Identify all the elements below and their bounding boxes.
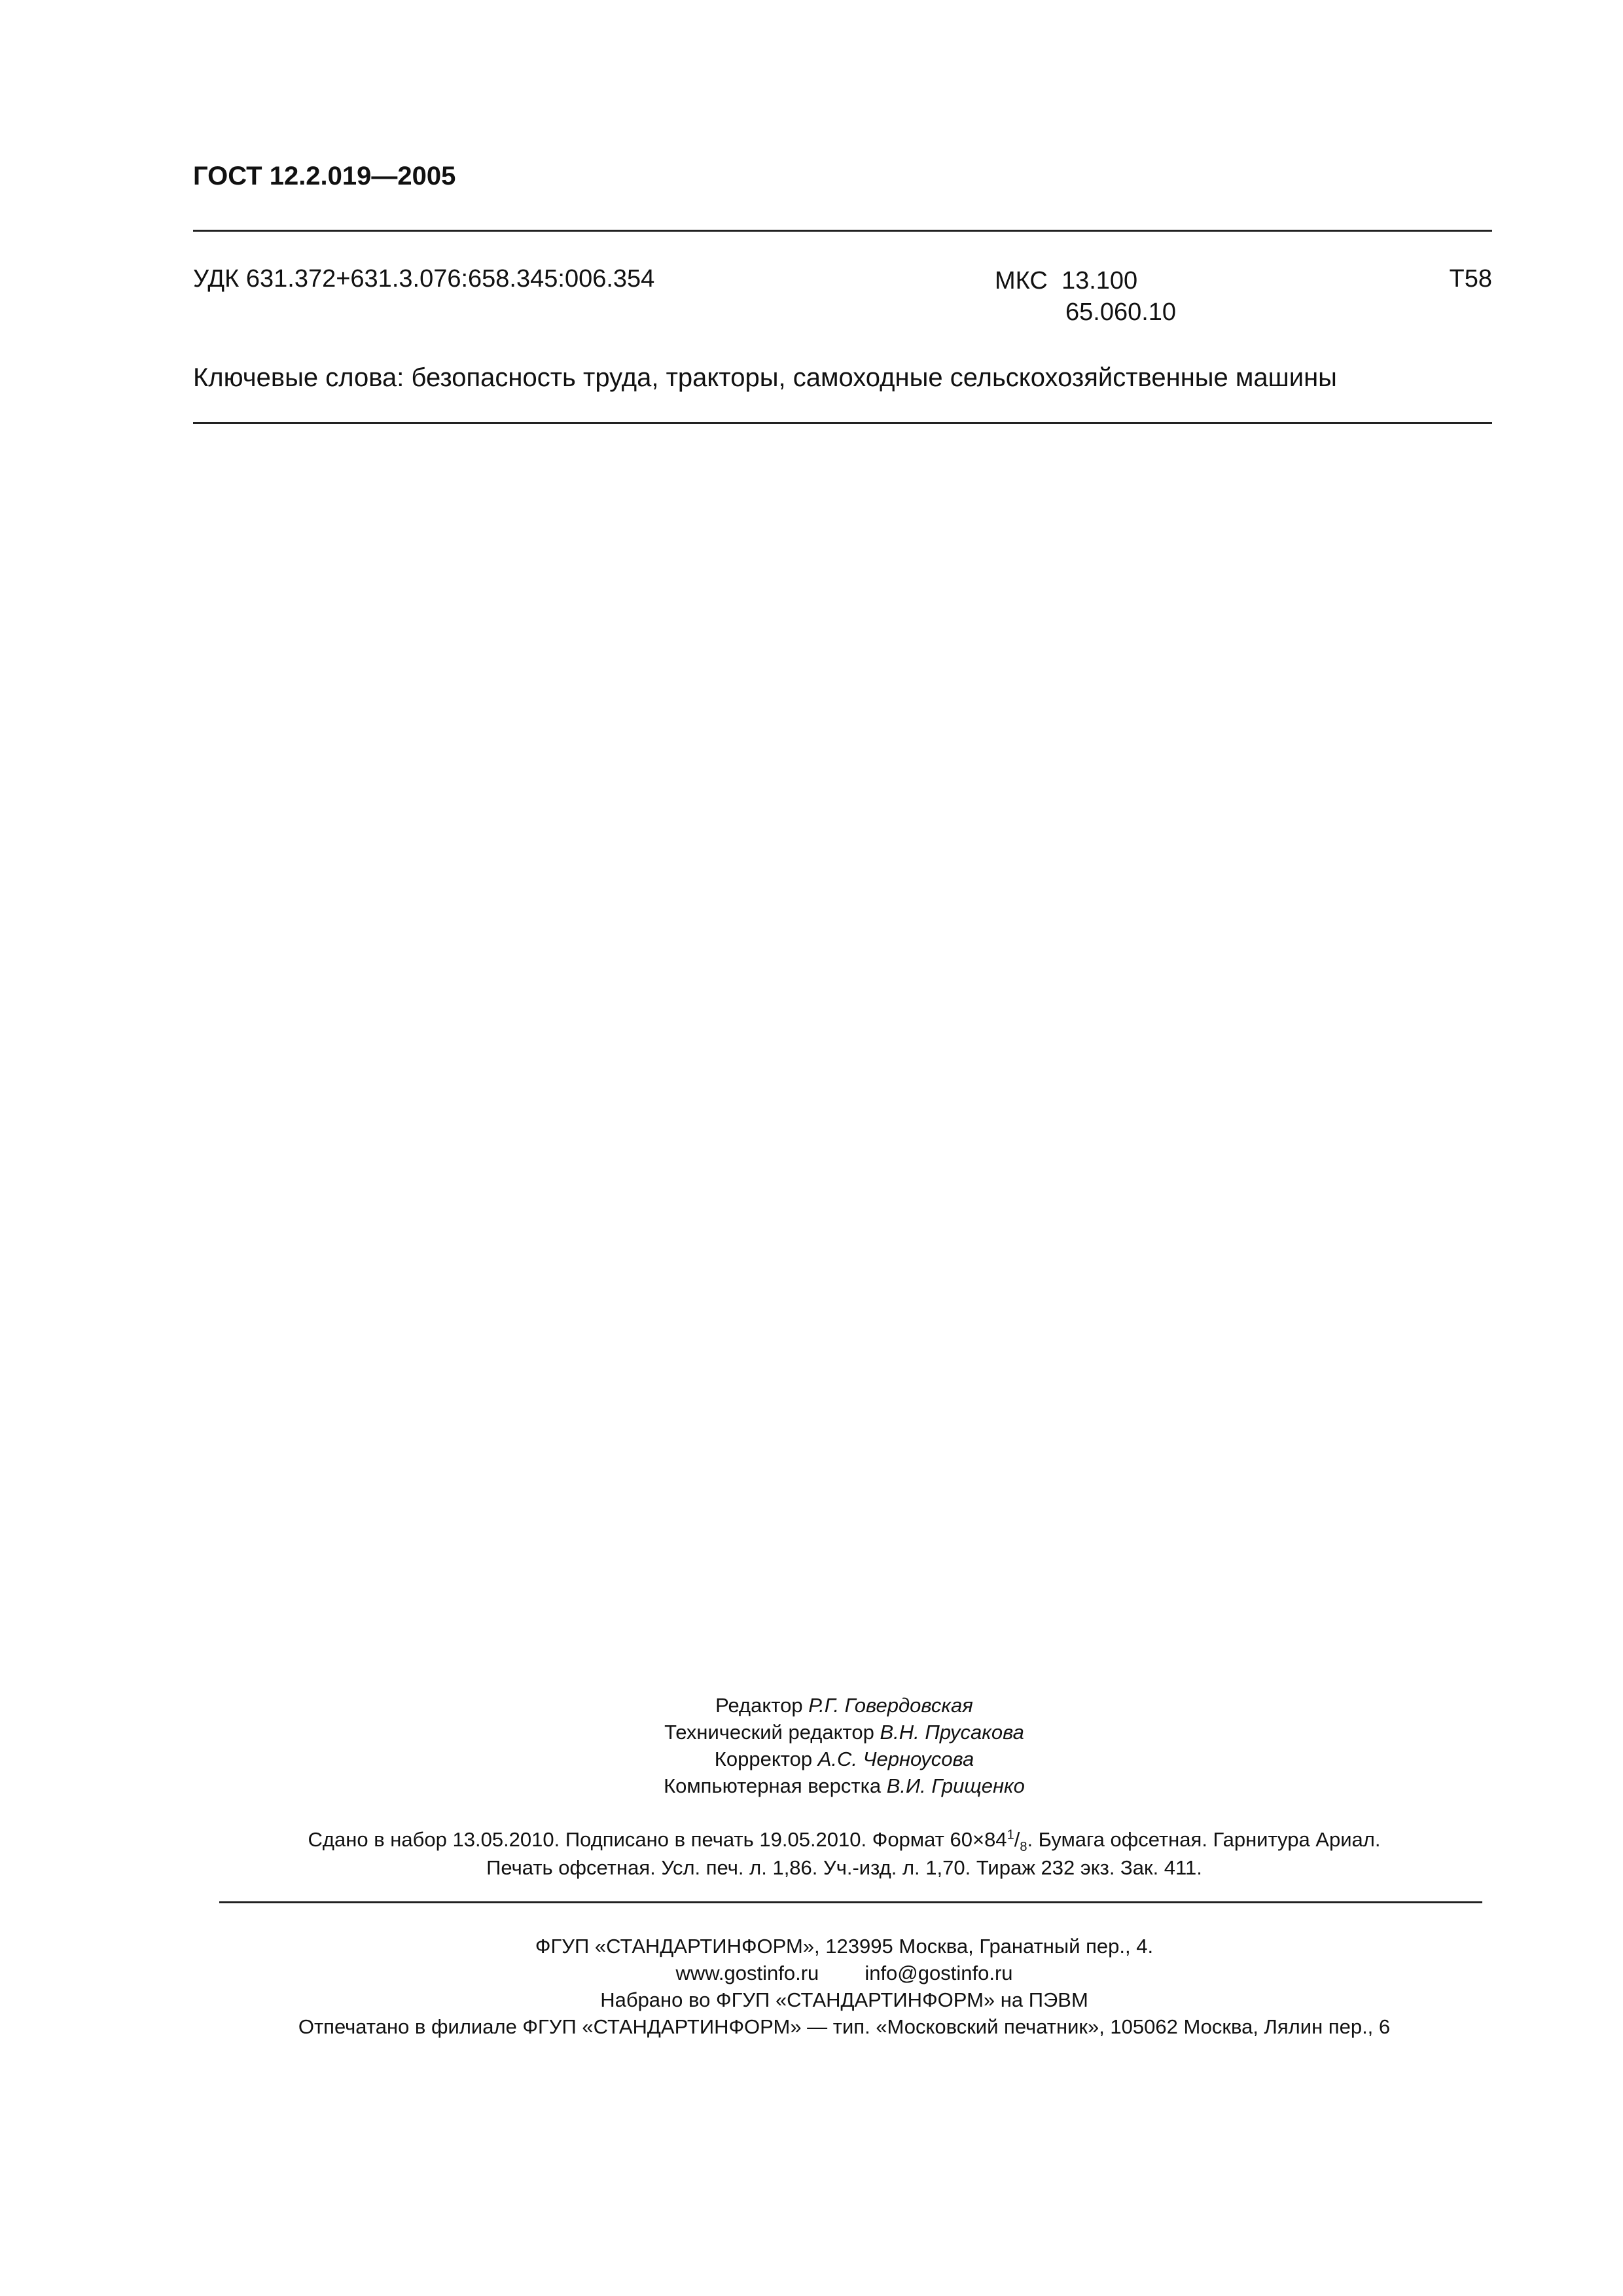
credit-layout: Компьютерная верстка В.И. Грищенко <box>664 1774 1025 1797</box>
udk-code: УДК 631.372+631.3.076:658.345:006.354 <box>193 265 655 293</box>
publisher-email: info@gostinfo.ru <box>865 1962 1013 1984</box>
classification-code: Т58 <box>1449 265 1492 293</box>
keywords-line: Ключевые слова: безопасность труда, тракторы, самоходные сельскохозяйственные машины <box>193 363 1337 392</box>
imprint-divider <box>219 1901 1482 1903</box>
credit-proofreader: Корректор А.С. Черноусова <box>714 1748 974 1770</box>
keywords-divider <box>193 422 1492 424</box>
credit-editor: Редактор Р.Г. Говердовская <box>715 1694 973 1717</box>
print-info-line-1: Сдано в набор 13.05.2010. Подписано в печать 19.05.2010. Формат $60\times 84^1/_8$. Бумага офсетная. Гарнитура Ариал. <box>308 1827 1381 1855</box>
mks-code-primary: 13.100 <box>1061 267 1138 295</box>
publisher-website: www.gostinfo.ru <box>675 1962 819 1984</box>
publisher-contacts <box>0 1960 1623 1986</box>
credits-block <box>0 1692 1623 1799</box>
printed-note: Отпечатано в филиале ФГУП «СТАНДАРТИНФОРМ» — тип. «Московский печатник», 105062 Москва, Лялин пер., 6 <box>298 2015 1391 2038</box>
print-info-block <box>0 1825 1623 1882</box>
publisher-address: ФГУП «СТАНДАРТИНФОРМ», 123995 Москва, Гранатный пер., 4. <box>535 1935 1154 1958</box>
credit-technical-editor: Технический редактор В.Н. Прусакова <box>664 1721 1024 1744</box>
top-divider <box>193 230 1492 232</box>
mks-codes <box>995 265 1176 328</box>
publisher-block <box>0 1933 1623 2040</box>
mks-label: МКС <box>995 267 1048 295</box>
document-code: ГОСТ 12.2.019—2005 <box>193 162 456 190</box>
typeset-note: Набрано во ФГУП «СТАНДАРТИНФОРМ» на ПЭВМ <box>600 1988 1088 2011</box>
mks-code-secondary: 65.060.10 <box>1065 298 1177 326</box>
print-info-line-2: Печать офсетная. Усл. печ. л. 1,86. Уч.-изд. л. 1,70. Тираж 232 экз. Зак. 411. <box>486 1856 1202 1879</box>
